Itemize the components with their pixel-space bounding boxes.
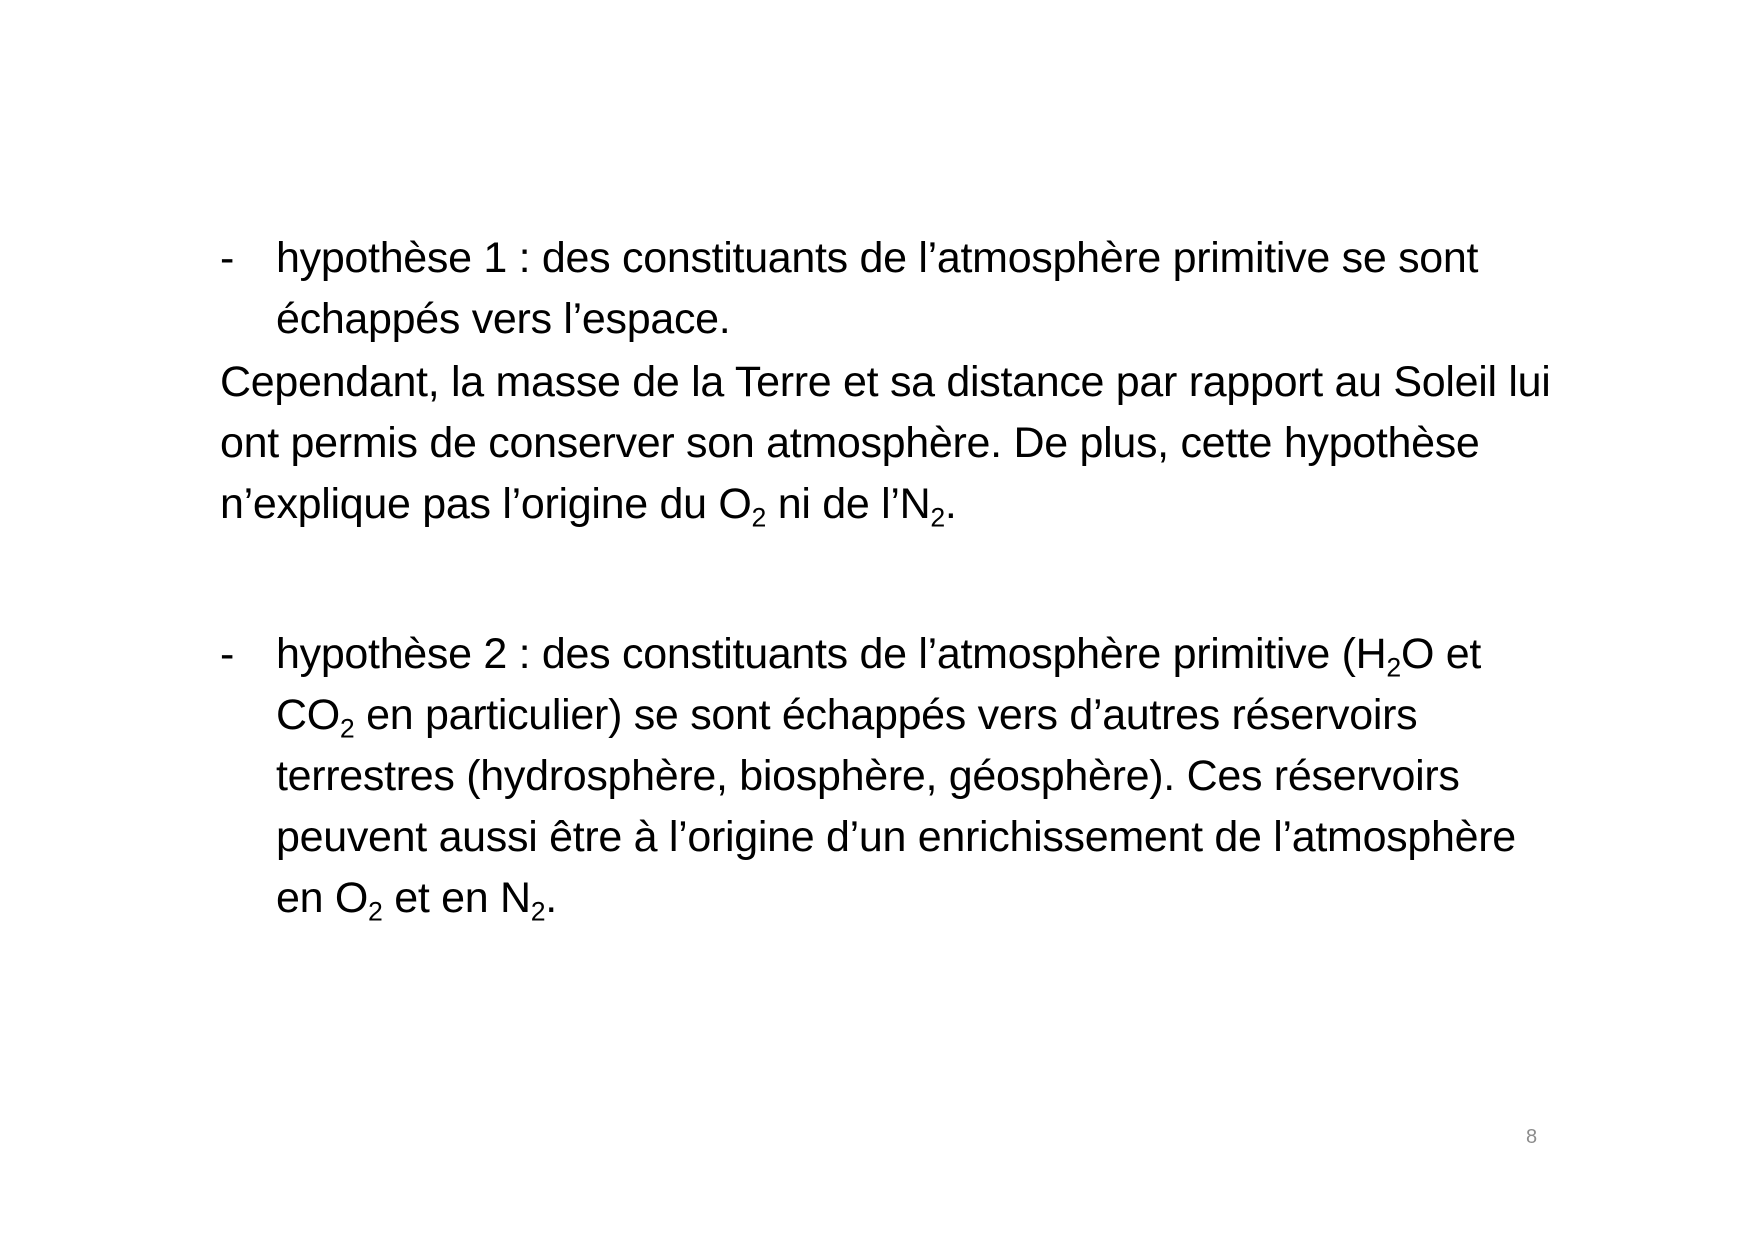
- comment-subscript-1: 2: [751, 502, 767, 533]
- hypothesis-2-text-4: et en N: [382, 874, 531, 922]
- comment-text-1: Cependant, la masse de la Terre et sa distance par rapport au Soleil lui ont permis de conserver son atmosphère. De plus, cette hypothèse n’explique pas l’origine du O: [220, 358, 1551, 528]
- hypothesis-2-subscript-1: 2: [1386, 652, 1401, 683]
- comment-text-2: ni de l’N: [766, 480, 931, 528]
- hypothesis-2-text-3: en particulier) se sont échappés vers d’autres réservoirs terrestres (hydrosphère, biosphère, géosphère). Ces réservoirs peuvent aussi être à l’origine d’un enrichissement de l’atmosphère en O: [276, 691, 1516, 922]
- hypothesis-2-subscript-2: 2: [339, 713, 355, 744]
- hypothesis-2-text: [276, 630, 1516, 927]
- comment-text-3: .: [944, 480, 957, 528]
- page-number: 8: [1526, 1126, 1538, 1148]
- slide-content: [220, 228, 1560, 929]
- comment-paragraph: [220, 352, 1560, 535]
- hypothesis-2-text-5: .: [545, 874, 557, 922]
- bullet-dash: -: [220, 630, 235, 678]
- hypothesis-2-subscript-4: 2: [530, 896, 546, 927]
- comment-subscript-2: 2: [930, 502, 945, 533]
- hypothesis-2-subscript-3: 2: [368, 896, 383, 927]
- hypothesis-2-text-1: hypothèse 2 : des constituants de l’atmosphère primitive (H: [276, 630, 1387, 678]
- hypothesis-1-item: [220, 228, 1560, 350]
- bullet-dash: -: [220, 234, 235, 282]
- hypothesis-1-text: hypothèse 1 : des constituants de l’atmosphère primitive se sont échappés vers l’espace.: [276, 234, 1479, 343]
- hypothesis-2-text-2: O et CO: [276, 630, 1482, 739]
- hypothesis-2-item: [220, 624, 1560, 929]
